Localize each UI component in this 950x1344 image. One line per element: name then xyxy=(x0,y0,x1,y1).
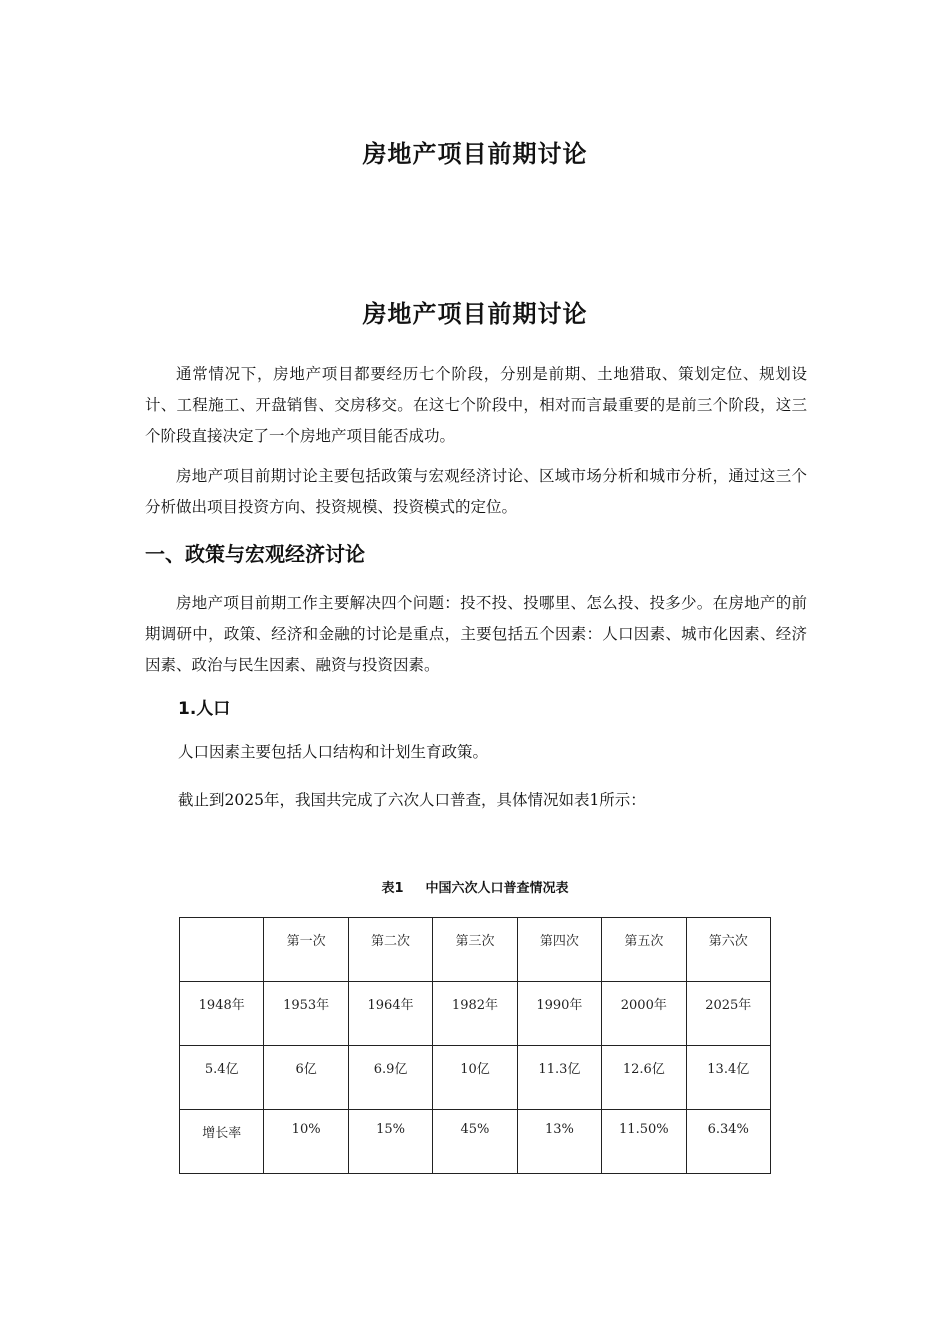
section-heading-policy: 一、政策与宏观经济讨论 xyxy=(145,542,365,566)
table-caption-text: 中国六次人口普查情况表 xyxy=(425,881,569,896)
table-cell: 1982年 xyxy=(433,982,517,1046)
table-cell: 第六次 xyxy=(686,918,770,982)
table-cell: 10亿 xyxy=(433,1046,517,1110)
table-cell: 第五次 xyxy=(602,918,686,982)
page-header-title: 房地产项目前期讨论 xyxy=(362,140,588,168)
table-cell: 增长率 xyxy=(180,1110,264,1174)
table-cell: 11.3亿 xyxy=(517,1046,601,1110)
table-row xyxy=(180,982,771,1046)
table-cell: 5.4亿 xyxy=(180,1046,264,1110)
table-cell: 第三次 xyxy=(433,918,517,982)
table-cell: 13.4亿 xyxy=(686,1046,770,1110)
table-cell: 第一次 xyxy=(264,918,348,982)
table-cell: 2000年 xyxy=(602,982,686,1046)
table-cell xyxy=(180,918,264,982)
table-cell: 1964年 xyxy=(348,982,432,1046)
table-row xyxy=(180,918,771,982)
table-cell: 13% xyxy=(517,1110,601,1174)
table-cell: 第二次 xyxy=(348,918,432,982)
table-cell: 1948年 xyxy=(180,982,264,1046)
table-cell: 15% xyxy=(348,1110,432,1174)
table-cell: 11.50% xyxy=(602,1110,686,1174)
census-table xyxy=(179,917,771,1174)
intro-paragraph-1: 通常情况下，房地产项目都要经历七个阶段，分别是前期、土地猎取、策划定位、规划设计、工程施工、开盘销售、交房移交。在这七个阶段中，相对而言最重要的是前三个阶段，这三个阶段直接决定了一个房地产项目能否成功。 xyxy=(145,365,807,445)
table-cell: 1990年 xyxy=(517,982,601,1046)
table-cell: 6亿 xyxy=(264,1046,348,1110)
table-cell: 6.34% xyxy=(686,1110,770,1174)
table-caption-number: 表1 xyxy=(381,881,404,896)
table-cell: 1953年 xyxy=(264,982,348,1046)
table-cell: 10% xyxy=(264,1110,348,1174)
intro-paragraph-2: 房地产项目前期讨论主要包括政策与宏观经济讨论、区域市场分析和城市分析，通过这三个分析做出项目投资方向、投资规模、投资模式的定位。 xyxy=(145,467,807,516)
population-line-2: 截止到2025年，我国共完成了六次人口普查，具体情况如表1所示： xyxy=(178,791,646,809)
table-row xyxy=(180,1110,771,1174)
subsection-heading-population: 1.人口 xyxy=(178,699,231,719)
table-cell: 45% xyxy=(433,1110,517,1174)
table-cell: 6.9亿 xyxy=(348,1046,432,1110)
document-title: 房地产项目前期讨论 xyxy=(362,300,588,328)
section-paragraph: 房地产项目前期工作主要解决四个问题：投不投、投哪里、怎么投、投多少。在房地产的前期调研中，政策、经济和金融的讨论是重点，主要包括五个因素：人口因素、城市化因素、经济因素、政治与民生因素、融资与投资因素。 xyxy=(145,594,807,674)
table-cell: 12.6亿 xyxy=(602,1046,686,1110)
table-cell: 第四次 xyxy=(517,918,601,982)
population-line-1: 人口因素主要包括人口结构和计划生育政策。 xyxy=(178,743,489,761)
table-cell: 2025年 xyxy=(686,982,770,1046)
table-row xyxy=(180,1046,771,1110)
table-caption xyxy=(0,877,950,896)
